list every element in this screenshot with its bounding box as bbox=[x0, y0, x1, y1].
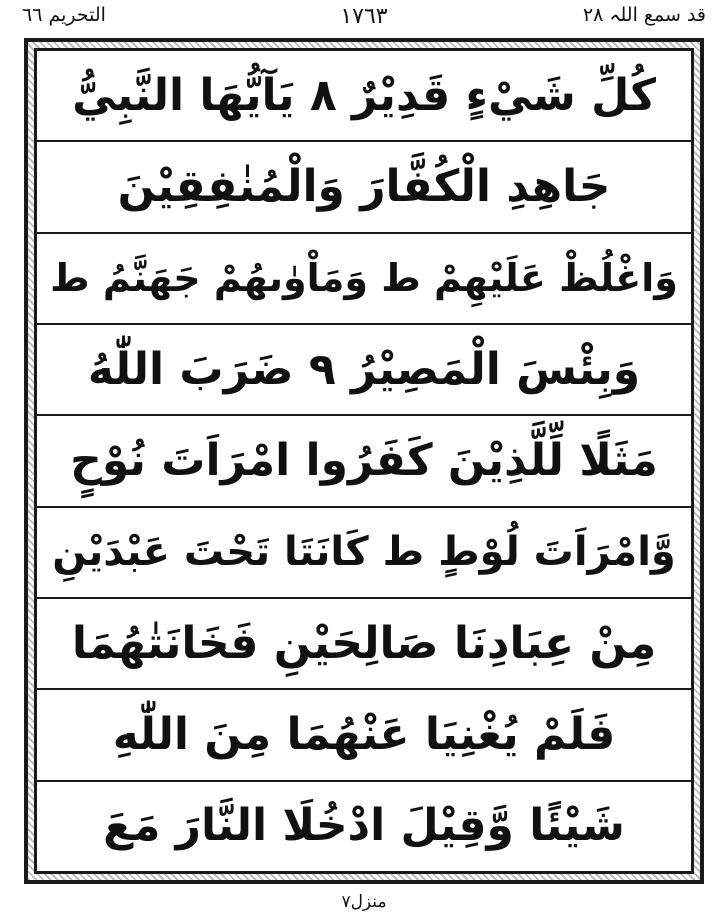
verse-line: وَّامْرَاَتَ لُوْطٍ ط كَانَتَا تَحْتَ عَبْدَيْنِ bbox=[37, 508, 691, 599]
text-panel bbox=[34, 48, 694, 874]
ornamental-border bbox=[24, 38, 704, 884]
verse-line: شَيْئًا وَّقِيْلَ ادْخُلَا النَّارَ مَعَ bbox=[103, 800, 625, 852]
verse-line: مِنْ عِبَادِنَا صَالِحَيْنِ فَخَانَتٰهُمَا bbox=[37, 599, 691, 690]
verse-line: مَثَلًا لِّلَّذِيْنَ كَفَرُوا امْرَاَتَ نُوْحٍ bbox=[37, 416, 691, 507]
verse-line: فَلَمْ يُغْنِيَا عَنْهُمَا مِنَ اللّٰهِ bbox=[37, 690, 691, 781]
manzil-label: منزل٧ bbox=[341, 892, 387, 912]
verse-line: كُلِّ شَيْءٍ قَدِيْرٌ ٨ يَآيُّهَا النَّبِيُّ bbox=[37, 51, 691, 142]
page-header bbox=[0, 0, 728, 38]
surah-label: التحریم ٦٦ bbox=[22, 4, 106, 26]
juz-label: قد سمع اللہ ٢٨ bbox=[582, 4, 706, 26]
page-number: ١٧٦٣ bbox=[340, 4, 388, 29]
verse-line: وَاغْلُظْ عَلَيْهِمْ ط وَمَاْوٰىهُمْ جَهَنَّمُ ط bbox=[37, 234, 691, 325]
verse-line: وَبِئْسَ الْمَصِيْرُ ٩ ضَرَبَ اللّٰهُ bbox=[37, 325, 691, 416]
verse-line: جَاهِدِ الْكُفَّارَ وَالْمُنٰفِقِيْنَ bbox=[37, 142, 691, 233]
verse-lines bbox=[37, 51, 691, 871]
